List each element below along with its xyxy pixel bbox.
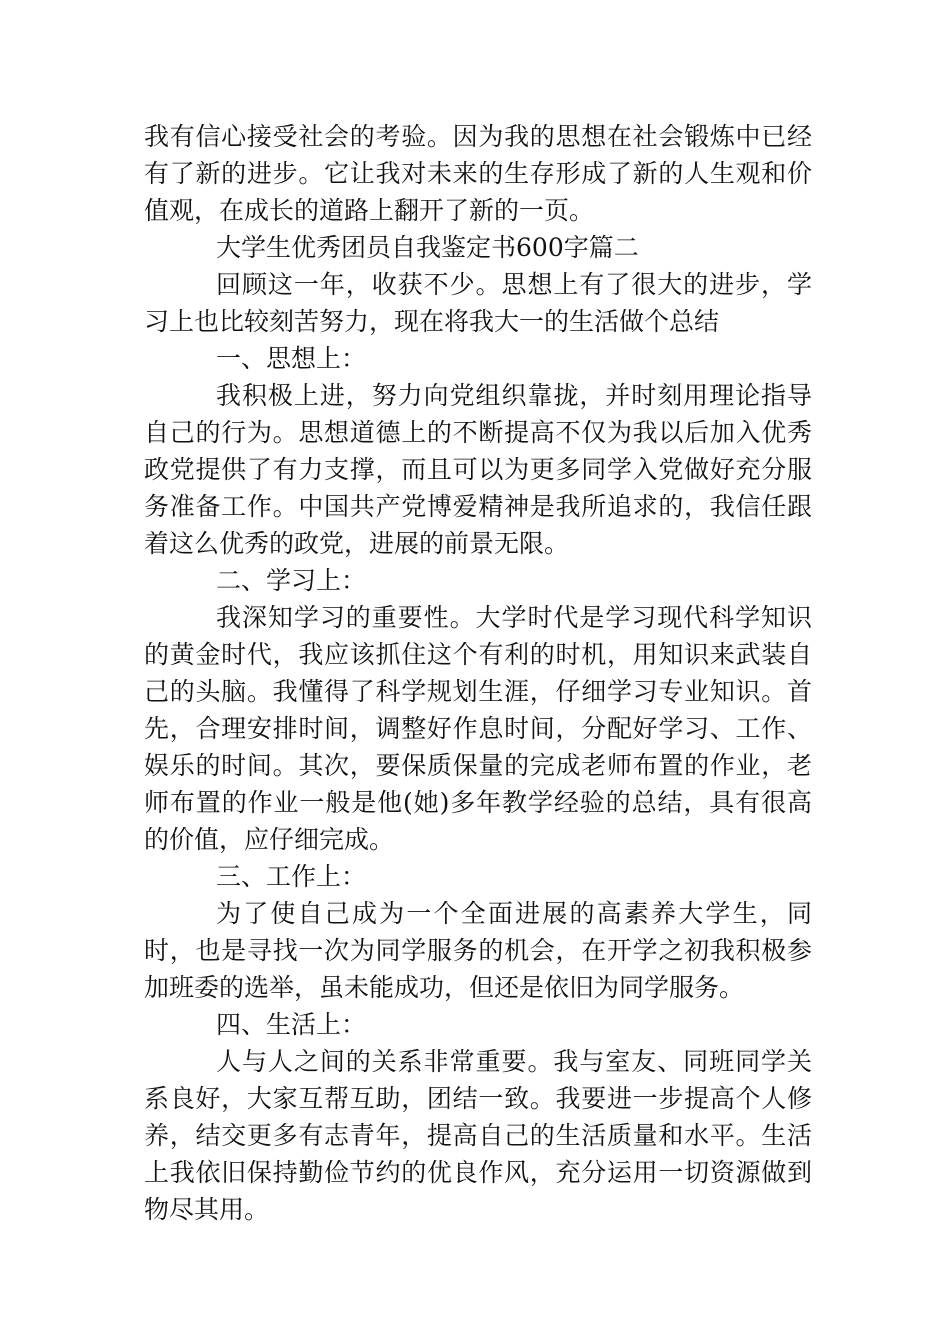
heading-ideology: 一、思想上： — [216, 344, 367, 373]
document-body — [144, 118, 812, 1228]
paragraph-ideology: 我积极上进，努力向党组织靠拢，并时刻用理论指导自己的行为。思想道德上的不断提高不仅为我以后加入优秀政党提供了有力支撑，而且可以为更多同学入党做好充分服务准备工作。中国共产党博爱精神是我所追求的，我信任跟着这么优秀的政党，进展的前景无限。 — [144, 381, 812, 558]
heading-study: 二、学习上： — [216, 566, 367, 595]
paragraph-review: 回顾这一年，收获不少。思想上有了很大的进步，学习上也比较刻苦努力，现在将我大一的生活做个总结 — [144, 270, 812, 336]
paragraph-study: 我深知学习的重要性。大学时代是学习现代科学知识的黄金时代，我应该抓住这个有利的时机，用知识来武装自己的头脑。我懂得了科学规划生涯，仔细学习专业知识。首先，合理安排时间，调整好作息时间，分配好学习、工作、娱乐的时间。其次，要保质保量的完成老师布置的作业，老师布置的作业一般是他(她)多年教学经验的总结，具有很高的价值，应仔细完成。 — [144, 603, 812, 854]
heading-life: 四、生活上： — [216, 1010, 367, 1039]
paragraph-work: 为了使自己成为一个全面进展的高素养大学生，同时，也是寻找一次为同学服务的机会，在开学之初我积极参加班委的选举，虽未能成功，但还是依旧为同学服务。 — [144, 899, 812, 1002]
paragraph-intro-continuation: 我有信心接受社会的考验。因为我的思想在社会锻炼中已经有了新的进步。它让我对未来的生存形成了新的人生观和价值观，在成长的道路上翻开了新的一页。 — [144, 122, 812, 225]
paragraph-life: 人与人之间的关系非常重要。我与室友、同班同学关系良好，大家互帮互助，团结一致。我要进一步提高个人修养，结交更多有志青年，提高自己的生活质量和水平。生活上我依旧保持勤俭节约的优良作风，充分运用一切资源做到物尽其用。 — [144, 1047, 812, 1224]
section-title: 大学生优秀团员自我鉴定书600字篇二 — [216, 233, 639, 262]
heading-work: 三、工作上： — [216, 862, 367, 891]
